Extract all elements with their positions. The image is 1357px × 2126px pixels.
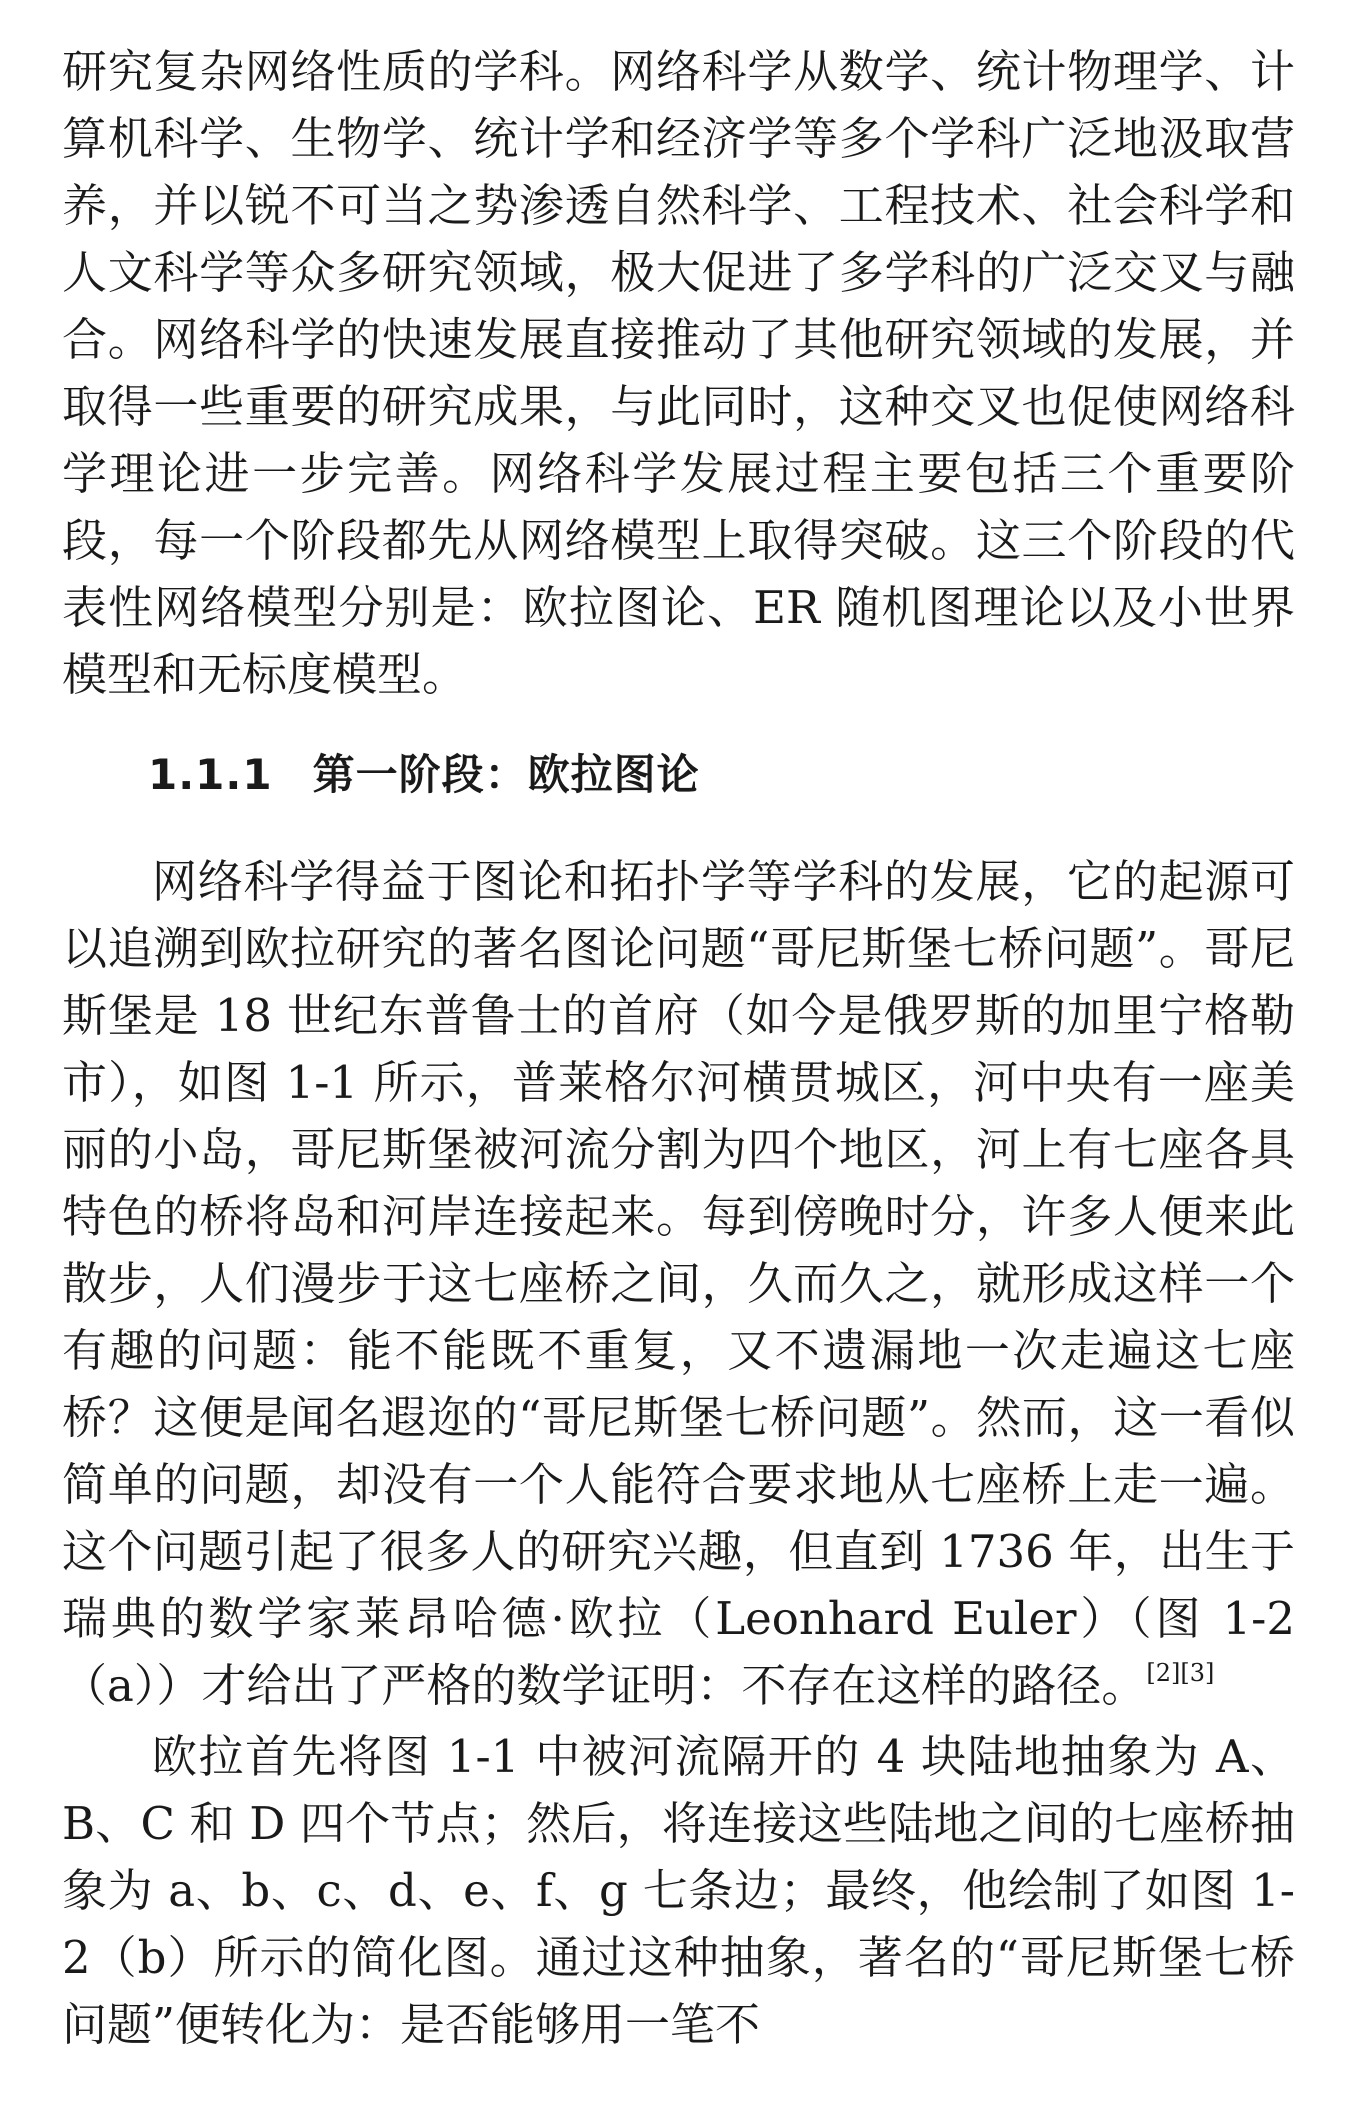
- paragraph-konigsberg-bridges: [62, 848, 1295, 1719]
- paragraph-euler-abstraction: 欧拉首先将图 1-1 中被河流隔开的 4 块陆地抽象为 A、B、C 和 D 四个节点；然后，将连接这些陆地之间的七座桥抽象为 a、b、c、d、e、f、g 七条边；最终，他绘制了如图 1-2（b）所示的简化图。通过这种抽象，著名的“哥尼斯堡七桥问题”便转化为：是否能够用一笔不: [62, 1730, 1295, 2051]
- section-heading: [62, 708, 1295, 842]
- section-title: 第一阶段：欧拉图论: [312, 750, 700, 799]
- paragraph-konigsberg-text: 网络科学得益于图论和拓扑学等学科的发展，它的起源可以追溯到欧拉研究的著名图论问题“哥尼斯堡七桥问题”。哥尼斯堡是 18 世纪东普鲁士的首府（如今是俄罗斯的加里宁格勒市），如图 1-1 所示，普莱格尔河横贯城区，河中央有一座美丽的小岛，哥尼斯堡被河流分割为四个地区，河上有七座各具特色的桥将岛和河岸连接起来。每到傍晚时分，许多人便来此散步，人们漫步于这七座桥之间，久而久之，就形成这样一个有趣的问题：能不能既不重复，又不遗漏地一次走遍这七座桥？这便是闻名遐迩的“哥尼斯堡七桥问题”。然而，这一看似简单的问题，却没有一个人能符合要求地从七座桥上走一遍。这个问题引起了很多人的研究兴趣，但直到 1736 年，出生于瑞典的数学家莱昂哈德·欧拉（Leonhard Euler）（图 1-2（a））才给出了严格的数学证明：不存在这样的路径。: [62, 855, 1295, 1712]
- document-page: [62, 0, 1295, 2126]
- paragraph-network-science-overview: 研究复杂网络性质的学科。网络科学从数学、统计物理学、计算机科学、生物学、统计学和经济学等多个学科广泛地汲取营养，并以锐不可当之势渗透自然科学、工程技术、社会科学和人文科学等众多研究领域，极大促进了多学科的广泛交叉与融合。网络科学的快速发展直接推动了其他研究领域的发展，并取得一些重要的研究成果，与此同时，这种交叉也促使网络科学理论进一步完善。网络科学发展过程主要包括三个重要阶段，每一个阶段都先从网络模型上取得突破。这三个阶段的代表性网络模型分别是：欧拉图论、ER 随机图理论以及小世界模型和无标度模型。: [62, 45, 1295, 701]
- citation-marker: [2][3]: [1146, 1659, 1215, 1687]
- section-number: 1.1.1: [148, 750, 273, 799]
